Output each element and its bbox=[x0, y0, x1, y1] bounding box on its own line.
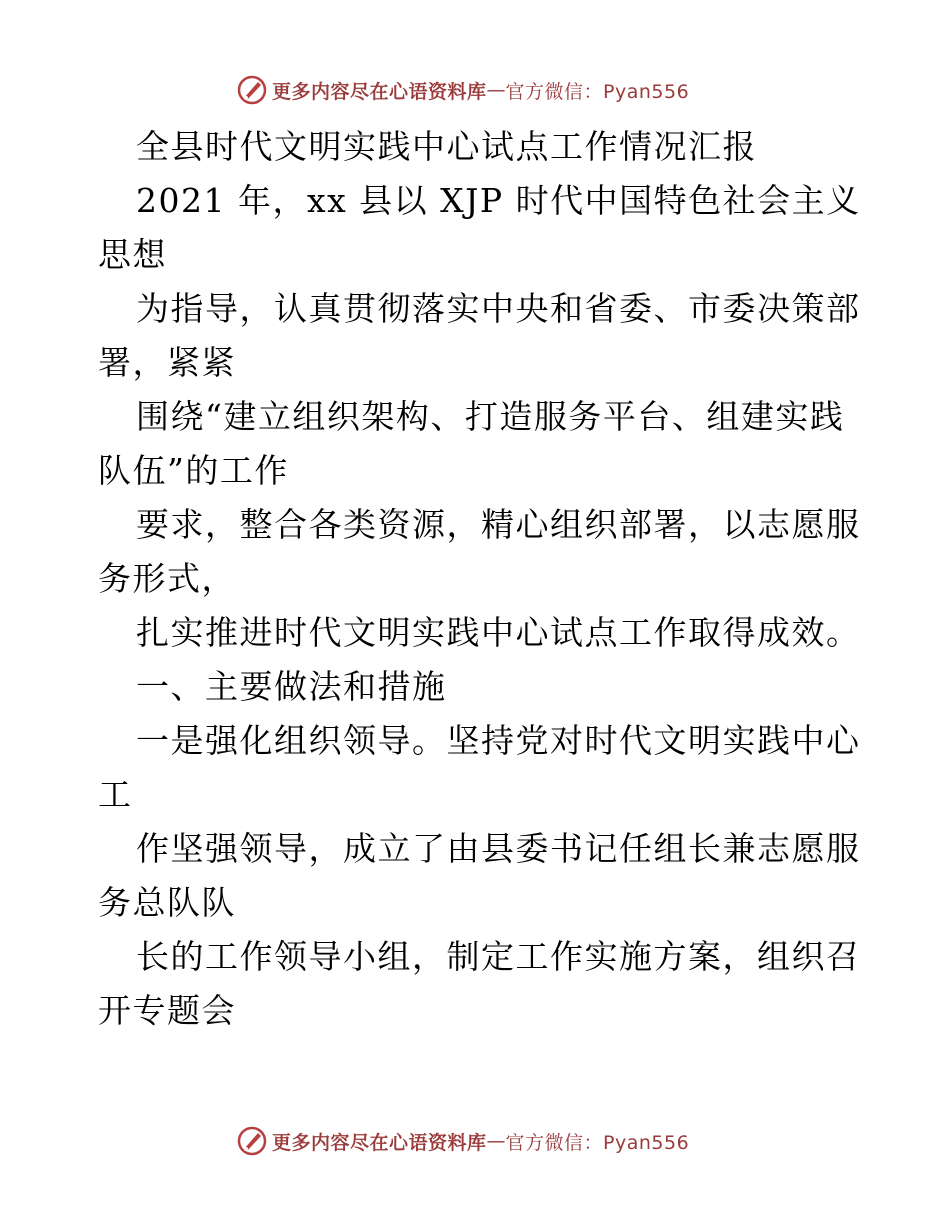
watermark-separator: — bbox=[486, 79, 506, 101]
text-line: 务总队队 bbox=[98, 883, 236, 922]
text-line: 要求，整合各类资源，精心组织部署，以志愿服 bbox=[136, 505, 861, 544]
text-line: 一、主要做法和措施 bbox=[136, 667, 447, 706]
watermark-text: 更多内容尽在心语资料库 bbox=[272, 1131, 487, 1154]
text-line: 一是强化组织领导。坚持党对时代文明实践中心 bbox=[136, 721, 861, 760]
text-line: 2021 年，xx 县以 XJP 时代中国特色社会主义 bbox=[136, 181, 861, 220]
text-line: 务形式， bbox=[98, 559, 236, 598]
pen-logo-icon bbox=[236, 74, 268, 106]
text-line: 为指导，认真贯彻落实中央和省委、市委决策部 bbox=[136, 289, 861, 328]
watermark-contact: 官方微信：Pyan556 bbox=[505, 80, 690, 103]
document-body bbox=[98, 120, 861, 1038]
text-line: 作坚强领导，成立了由县委书记任组长兼志愿服 bbox=[136, 829, 861, 868]
text-line: 开专题会 bbox=[98, 991, 236, 1030]
text-line: 署，紧紧 bbox=[98, 343, 236, 382]
watermark-separator: — bbox=[486, 1130, 506, 1152]
text-line: 工 bbox=[98, 775, 133, 814]
watermark-text: 更多内容尽在心语资料库 bbox=[272, 80, 487, 103]
watermark-contact: 官方微信：Pyan556 bbox=[505, 1131, 690, 1154]
footer-watermark bbox=[236, 1124, 689, 1158]
pen-logo-icon bbox=[236, 1125, 268, 1157]
text-line: 队伍”的工作 bbox=[98, 451, 289, 490]
text-line: 扎实推进时代文明实践中心试点工作取得成效。 bbox=[136, 613, 861, 652]
text-line: 围绕“建立组织架构、打造服务平台、组建实践 bbox=[136, 397, 845, 436]
text-line: 思想 bbox=[98, 235, 167, 274]
header-watermark bbox=[236, 73, 689, 107]
text-line: 全县时代文明实践中心试点工作情况汇报 bbox=[136, 127, 757, 166]
text-line: 长的工作领导小组，制定工作实施方案，组织召 bbox=[136, 937, 861, 976]
